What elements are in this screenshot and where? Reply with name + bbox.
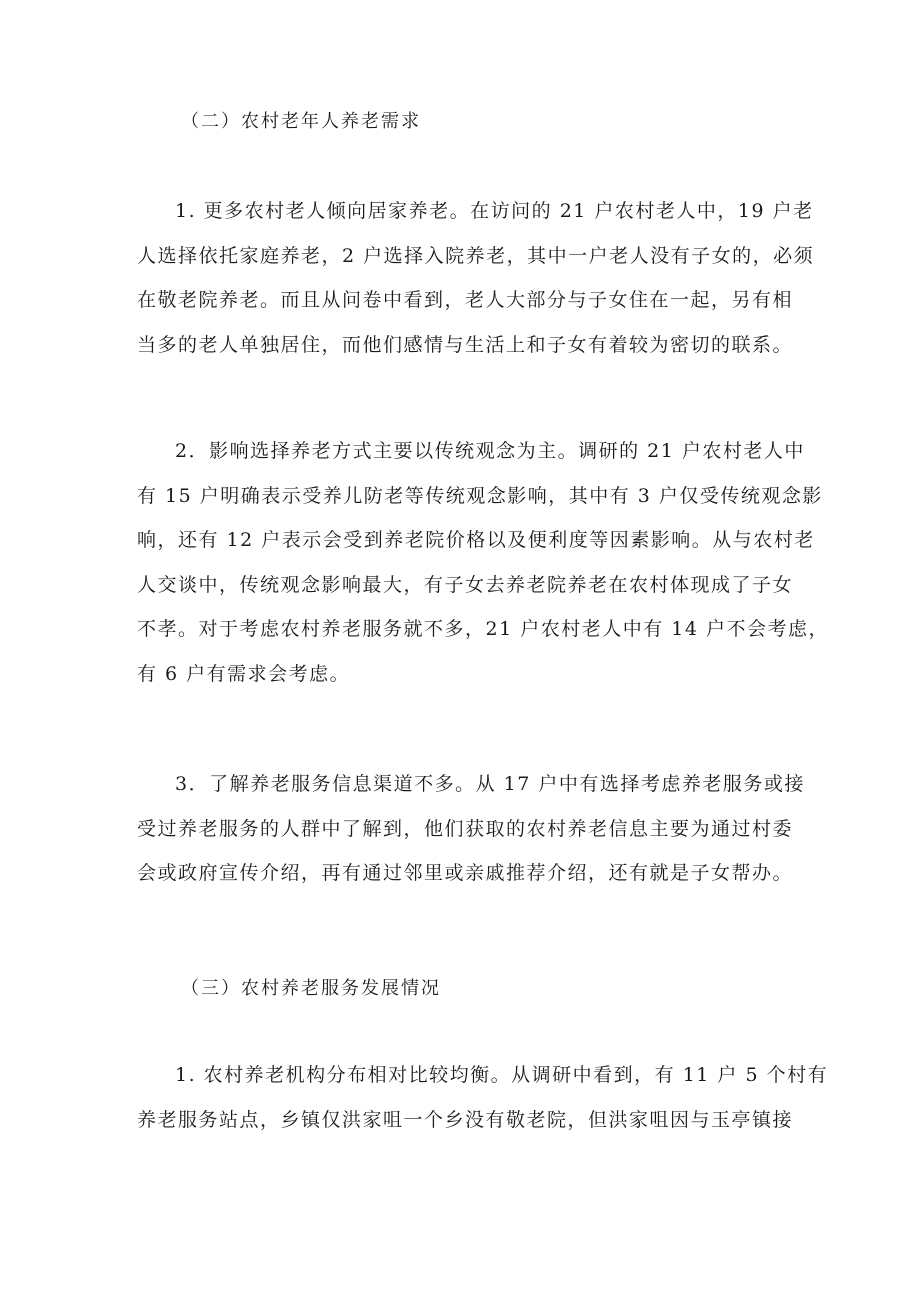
paragraph-line: 不孝。对于考虑农村养老服务就不多，21 户农村老人中有 14 户不会考虑，	[137, 618, 829, 640]
paragraph-line: 2．影响选择养老方式主要以传统观念为主。调研的 21 户农村老人中	[175, 440, 805, 462]
paragraph-information-channels	[137, 762, 805, 896]
paragraph-line: 人交谈中，传统观念影响最大，有子女去养老院养老在农村体现成了子女	[137, 573, 794, 596]
paragraph-line: 1. 农村养老机构分布相对比较均衡。从调研中看到，有 11 户 5 个村有	[175, 1064, 829, 1086]
paragraph-traditional-beliefs	[137, 429, 829, 696]
paragraph-line: 有 6 户有需求会考虑。	[137, 662, 351, 685]
section-heading-rural-elderly-needs: （二）农村老年人养老需求	[181, 111, 421, 132]
paragraph-line: 1. 更多农村老人倾向居家养老。在访问的 21 户农村老人中，19 户老	[175, 200, 814, 222]
section-heading-rural-service-development: （三）农村养老服务发展情况	[181, 978, 441, 999]
paragraph-line: 有 15 户明确表示受养儿防老等传统观念影响，其中有 3 户仅受传统观念影	[137, 484, 823, 507]
paragraph-line: 响，还有 12 户表示会受到养老院价格以及便利度等因素影响。从与农村老	[137, 529, 815, 551]
paragraph-line: 3．了解养老服务信息渠道不多。从 17 户中有选择考虑养老服务或接	[175, 773, 805, 795]
paragraph-line: 受过养老服务的人群中了解到，他们获取的农村养老信息主要为通过村委	[137, 817, 794, 840]
paragraph-line: 在敬老院养老。而且从问卷中看到，老人大部分与子女住在一起，另有相	[137, 289, 794, 311]
paragraph-institution-distribution	[137, 1053, 829, 1142]
paragraph-line: 养老服务站点，乡镇仅洪家咀一个乡没有敬老院，但洪家咀因与玉亭镇接	[137, 1108, 794, 1131]
paragraph-line: 会或政府宣传介绍，再有通过邻里或亲戚推荐介绍，还有就是子女帮办。	[137, 862, 794, 884]
paragraph-home-care-preference	[137, 189, 815, 367]
paragraph-line: 人选择依托家庭养老，2 户选择入院养老，其中一户老人没有子女的，必须	[137, 244, 815, 267]
paragraph-line: 当多的老人单独居住，而他们感情与生活上和子女有着较为密切的联系。	[137, 333, 794, 356]
